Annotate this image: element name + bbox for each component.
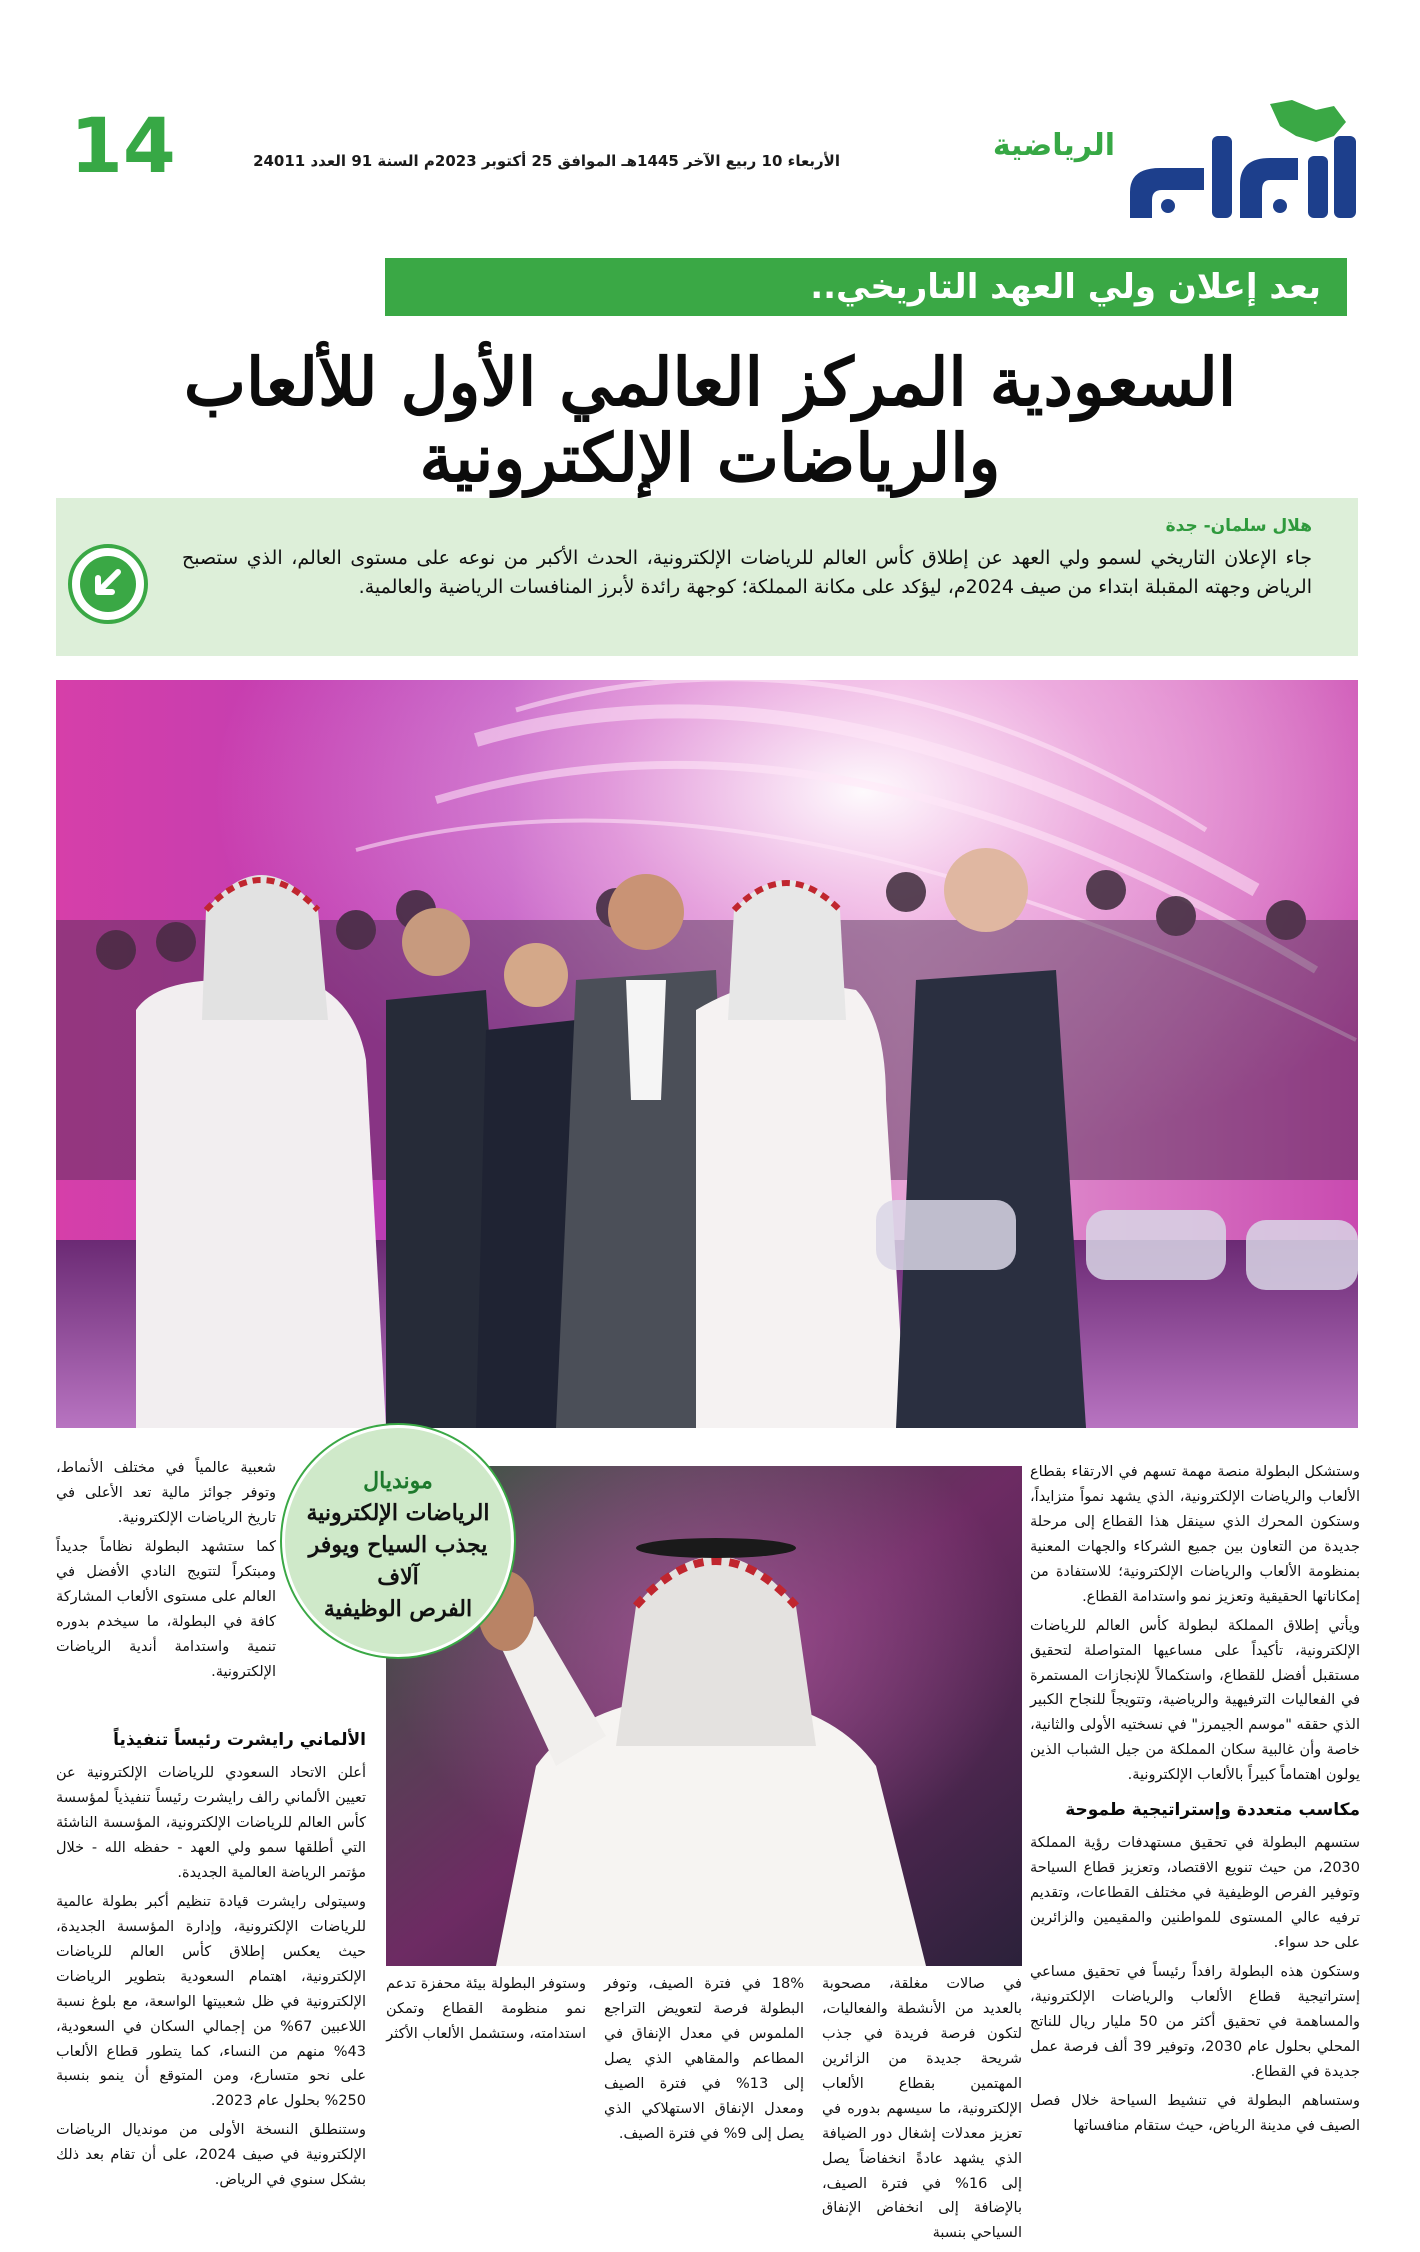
paragraph: وستكون هذه البطولة رافداً رئيساً في تحقيق مساعي إستراتيجية قطاع الألعاب والرياضات الإلكترونية، والمساهمة في تحقيق أكثر من 50 مليار ريال للناتج المحلي بحلول عام 2030، وتوفير 39 ألف فرصة عمل جديدة في القطاع. <box>1030 1964 1361 2080</box>
bottom-column-3: وستوفر البطولة بيئة محفزة تدعم نمو منظومة القطاع وتمكن استدامته، وستشمل الألعاب الأكثر <box>386 1976 586 2042</box>
paragraph: ستسهم البطولة في تحقيق مستهدفات رؤية المملكة 2030، من حيث تنويع الاقتصاد، وتعزيز قطاع السياحة وتوفير الفرص الوظيفية في مختلف القطاعات، وتقديم ترفيه عالي المستوى للمواطنين والمقيمين والزائرين على حد سواء. <box>1030 1835 1360 1952</box>
paragraph: وستنطلق النسخة الأولى من مونديال الرياضات الإلكترونية في صيف 2024، على أن تقام بعد ذلك بشكل سنوي في الرياض. <box>56 2122 366 2189</box>
paragraph: ويأتي إطلاق المملكة لبطولة كأس العالم للرياضات الإلكترونية، تأكيداً على مساعيها المتواصلة لتحقيق مستقبل أفضل للقطاع، واستكمالاً للإنجازات المستمرة في الفعاليات الترفيهية والرياضية، وتتويجاً للنجاح الكبير الذي حققه "موسم الجيمرز" في نسختيه الأولى والثانية، خاصة وأن غالبية سكان المملكة من جيل الشباب الذين يولون اهتماماً كبيراً بالألعاب الإلكترونية. <box>1030 1617 1360 1784</box>
pull-quote-line-3: يجذب السياح ويوفر آلاف <box>308 1531 488 1590</box>
pull-quote-line-1: مونديال <box>363 1468 433 1494</box>
kicker-bar <box>385 258 1347 316</box>
article-column-left-lower <box>56 1718 366 2197</box>
masthead-text: البلاد <box>1244 224 1246 225</box>
bottom-column-1: في صالات مغلقة، مصحوبة بالعديد من الأنشطة والفعاليات، لتكون فرصة فريدة في جذب شريحة جديدة من الزائرين المهتمين بقطاع الألعاب الإلكترونية، ما سيسهم بدوره في تعزيز معدلات إشغال دور الضيافة الذي يشهد عادةً انخفاضاً يصل إلى 16% في فترة الصيف، بالإضافة إلى انخفاض الإنفاق السياحي بنسبة <box>822 1976 1022 2242</box>
paragraph: أعلن الاتحاد السعودي للرياضات الإلكترونية عن تعيين الألماني رالف رايشرت رئيساً تنفيذياً لمؤسسة كأس العالم للرياضات الإلكترونية، المؤسسة الناشئة التي أطلقها سمو ولي العهد - حفظه الله - خلال مؤتمر الرياضة العالمية الجديدة. <box>56 1765 366 1881</box>
pull-quote-line-2: الرياضات الإلكترونية <box>306 1499 490 1526</box>
pull-quote-line-4: الفرص الوظيفية <box>323 1595 473 1622</box>
article-bottom-columns <box>386 1972 1022 2242</box>
paragraph: كما ستشهد البطولة نظاماً جديداً ومبتكراً لتتويج النادي الأفضل في العالم على مستوى الألعاب المشاركة كافة في البطولة، ما سيخدم بدوره تنمية واستدامة أندية الرياضات الإلكترونية. <box>56 1538 276 1680</box>
lead-text: جاء الإعلان التاريخي لسمو ولي العهد عن إطلاق كأس العالم للرياضات الإلكترونية، الحدث الأكبر من نوعه على مستوى العالم، الذي ستصبح الرياض وجهته المقبلة ابتداء من صيف 2024م، ليؤكد على مكانة المملكة؛ كوجهة رائدة لأبرز المنافسات الرياضية والعالمية. <box>182 547 1312 599</box>
article-column-right <box>1030 1460 1360 2143</box>
bottom-column-2: 18% في فترة الصيف، وتوفر البطولة فرصة لتعويض التراجع الملموس في معدل الإنفاق في المطاعم والمقاهي الذي يصل إلى 13% في فترة الصيف ومعدل الإنفاق الاستهلاكي الذي يصل إلى 9% في فترة الصيف. <box>604 1976 804 2142</box>
paragraph: وستشكل البطولة منصة مهمة تسهم في الارتقاء بقطاع الألعاب والرياضات الإلكترونية، الذي يشهد نمواً متزايداً، وستكون المحرك الذي سينقل هذا القطاع إلى مرحلة جديدة من التعاون بين جميع الشركاء والجهات المعنية بمنظومة الألعاب والرياضات الإلكترونية؛ للاستفادة من إمكاناتها الحقيقية وتعزيز نمو واستدامة القطاع. <box>1030 1464 1360 1605</box>
paragraph: وستساهم البطولة في تنشيط السياحة خلال فصل الصيف في مدينة الرياض، حيث ستقام منافساتها <box>1030 2092 1360 2134</box>
main-photo-event <box>56 680 1358 1428</box>
pull-quote <box>282 1425 514 1657</box>
dateline: الأربعاء 10 ربيع الآخر 1445هـ الموافق 25 أكتوبر 2023م السنة 91 العدد 24011 <box>253 152 840 170</box>
section-name: الرياضية <box>992 128 1115 163</box>
headline: السعودية المركز العالمي الأول للألعاب والرياضات الإلكترونية <box>183 343 1237 497</box>
arrow-down-left-icon <box>68 544 148 624</box>
paragraph: شعبية عالمياً في مختلف الأنماط، وتوفر جوائز مالية تعد الأعلى في تاريخ الرياضات الإلكترونية. <box>56 1460 276 1526</box>
page-number: 14 <box>70 101 176 190</box>
kicker-text: بعد إعلان ولي العهد التاريخي.. <box>810 267 1321 307</box>
subheading: مكاسب متعددة وإستراتيجية طموحة <box>1065 1800 1360 1821</box>
lead-box <box>56 498 1358 656</box>
paragraph: وسيتولى رايشرت قيادة تنظيم أكبر بطولة عالمية للرياضات الإلكترونية، وإدارة المؤسسة الجديدة، حيث يعكس إطلاق كأس العالم للرياضات الإلكترونية، اهتمام السعودية بتطوير الرياضات الإلكترونية في ظل شعبيتها الواسعة، مع بلوغ نسبة اللاعبين 67% من إجمالي السكان في السعودية، 43% منهم من النساء، كما يتطور قطاع الألعاب على نحو متسارع، ومن المتوقع أن ينمو بنسبة 250% بحلول عام 2023. <box>56 1893 366 2110</box>
subheading: الألماني رايشرت رئيساً تنفيذياً <box>113 1730 366 1750</box>
byline: هلال سلمان- جدة <box>1165 516 1312 536</box>
article-column-left-top <box>56 1456 276 1688</box>
masthead-logo <box>1120 96 1370 226</box>
